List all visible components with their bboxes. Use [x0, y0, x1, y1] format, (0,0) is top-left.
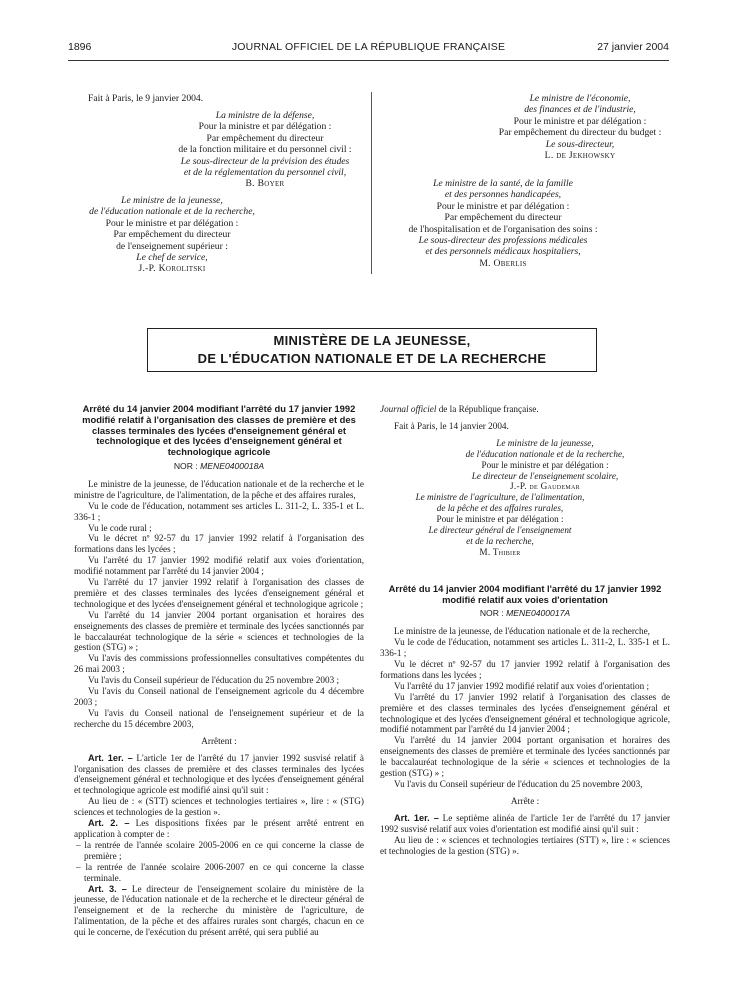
- signatory-name: J.-P. de Gaudemar: [510, 481, 580, 492]
- sig-line: de la fonction militaire et du personnel civil :: [178, 144, 352, 156]
- article-text: Le septième alinéa de l'article 1er de l'arrêté du 17 janvier 1992 susvisé relatif aux voies d'orientation est modifié ainsi qu'il suit :: [380, 812, 670, 834]
- paragraph: Vu l'arrêté du 14 janvier 2004 portant organisation et horaires des enseignements des classes de première et terminale des lycées sanctionnés par le baccalauréat technologique de la série « sciences et technologies de la gestion (STG) » ;: [74, 609, 364, 653]
- paragraph: Vu l'arrêté du 14 janvier 2004 portant organisation et horaires des enseignements des classes de première et terminale des lycées sanctionnés par le baccalauréat technologique de la série « sciences et technologies de la gestion (STG) » ;: [380, 735, 670, 779]
- sig-line: de l'enseignement supérieur :: [116, 240, 228, 252]
- sig-line: Le sous-directeur de la prévision des études: [180, 155, 350, 167]
- signatory-name: J.-P. Korolitski: [138, 263, 206, 275]
- sig-line: et de la recherche,: [466, 535, 534, 546]
- sig-line: Le chef de service,: [136, 252, 208, 264]
- sig-line: Le ministre de l'agriculture, de l'alimentation,: [415, 492, 585, 503]
- list-item: – la rentrée de l'année scolaire 2005-2006 en ce qui concerne la classe de première ;: [76, 839, 364, 861]
- sig-line: Pour le ministre et par délégation :: [481, 459, 609, 470]
- arrete: Arrête :: [510, 795, 540, 806]
- article-text: L'article 1er de l'arrêté du 17 janvier 1992 susvisé relatif à l'organisation des classes de première et des classes terminales des lycées d'enseignement général et technologique et des lycées d'enseignement général et technologique agricole est modifié ainsi qu'il suit :: [74, 752, 365, 796]
- paragraph: Vu l'arrêté du 17 janvier 1992 modifié relatif aux voies d'orientation ;: [394, 680, 650, 691]
- sig-line: Le sous-directeur des professions médicales: [418, 235, 588, 247]
- sig-line: Le ministre de la jeunesse,: [121, 195, 223, 206]
- signature-defense: [150, 110, 380, 190]
- sig-line: Pour le ministre et par délégation :: [513, 115, 647, 127]
- nor-code: MENE0400018A: [200, 460, 265, 471]
- nor-label: NOR :: [173, 460, 198, 471]
- nor-code: MENE0400017A: [506, 608, 571, 619]
- article-text: Le directeur de l'enseignement scolaire du ministère de la jeunesse, de l'éducation nationale et de la recherche et le directeur général de l'enseignement et de la recherche du ministère de l'agriculture, de l'alimentation, de la pêche et des affaires rurales sont chargés, chacun en ce qui le concerne, de l'exécution du présent arrêté, qui sera publié au: [74, 883, 365, 938]
- paragraph: Vu l'arrêté du 17 janvier 1992 relatif à l'organisation des classes de première et des classes terminales des lycées d'enseignement général et technologique et des lycées d'enseignement général et technologique agricole, modifié notamment par l'arrêté du 14 janvier 2004 ;: [380, 691, 670, 735]
- arrete-2-title: Arrêté du 14 janvier 2004 modifiant l'arrêté du 17 janvier 1992 modifié relatif aux voies d'orientation: [388, 582, 662, 605]
- sig-line: Le ministre de la santé, de la famille: [433, 178, 573, 189]
- ministry-heading: [147, 328, 597, 372]
- sig-line: Par empêchement du directeur: [444, 212, 562, 224]
- paragraph: Vu l'arrêté du 17 janvier 1992 modifié relatif aux voies d'orientation, modifié notamment par l'arrêté du 14 janvier 2004 ;: [74, 555, 364, 577]
- article-label: Art. 1er. –: [88, 752, 133, 763]
- article-2: [74, 818, 364, 840]
- paragraph: Vu l'avis du Conseil national de l'enseignement supérieur et de la recherche du 15 décembre 2003,: [74, 707, 364, 729]
- signatory-name: L. de Jekhowsky: [544, 150, 616, 162]
- right-column: [380, 404, 670, 856]
- sig-line: Par empêchement du directeur: [206, 132, 324, 144]
- arrete-2-nor: [380, 608, 670, 619]
- sig-line: Par empêchement du directeur du budget :: [498, 127, 662, 139]
- article-label: Art. 2. –: [88, 818, 130, 829]
- article-label: Art. 3. –: [88, 883, 127, 894]
- paragraph: Vu l'avis du Conseil supérieur de l'éducation du 25 novembre 2003 ;: [88, 675, 340, 686]
- fait-a-paris-1: Fait à Paris, le 9 janvier 2004.: [88, 93, 204, 104]
- signature-jeunesse: [62, 195, 282, 275]
- sig-line: des finances et de l'industrie,: [524, 104, 636, 116]
- sig-line: Pour le ministre et par délégation :: [105, 217, 239, 229]
- journal-title: JOURNAL OFFICIEL DE LA RÉPUBLIQUE FRANÇAISE: [231, 41, 506, 53]
- article-1: [74, 753, 364, 797]
- sig-line: Le ministre de l'économie,: [529, 93, 631, 104]
- page-number: 1896: [68, 41, 92, 53]
- sig-line: et des personnels médicaux hospitaliers,: [425, 246, 581, 258]
- signature-economie: [460, 93, 700, 161]
- issue-date: 27 janvier 2004: [597, 41, 669, 53]
- article-3-end: de la République française.: [438, 404, 539, 414]
- paragraph: Vu le code de l'éducation, notamment ses articles L. 311-2, L. 335-1 et L. 336-1 ;: [74, 500, 364, 522]
- signatory-name: M. Thibier: [479, 546, 521, 557]
- paragraph: Vu l'avis du Conseil supérieur de l'éducation du 25 novembre 2003,: [394, 778, 643, 789]
- sig-line: Le directeur général de l'enseignement: [428, 525, 572, 536]
- fait-a-paris-2: Fait à Paris, le 14 janvier 2004.: [394, 420, 509, 431]
- paragraph: Le ministre de la jeunesse, de l'éducation nationale et de la recherche,: [394, 626, 650, 637]
- article-text: Les dispositions fixées par le présent arrêté entrent en application à compter de :: [74, 818, 365, 839]
- article-1-sub: Au lieu de : « sciences et technologies tertiaires (STT) », lire : « sciences et technologies de la gestion (STG) ».: [380, 834, 670, 856]
- journal-officiel: Journal officiel: [380, 404, 437, 414]
- sig-line: Pour la ministre et par délégation :: [198, 121, 332, 133]
- arrete-1-title: Arrêté du 14 janvier 2004 modifiant l'arrêté du 17 janvier 1992 modifié relatif à l'organisation des classes de première et des classes terminales des lycées d'enseignement général et technologique et des lycées d'enseignement général et technologique agricole: [82, 403, 356, 458]
- sig-line: de l'éducation nationale et de la recherche,: [465, 448, 625, 459]
- ministry-line-1: MINISTÈRE DE LA JEUNESSE,: [273, 333, 471, 348]
- sig-line: Le sous-directeur,: [545, 138, 615, 150]
- header-rule: [68, 60, 669, 61]
- sig-line: de l'hospitalisation et de l'organisation des soins :: [408, 223, 598, 235]
- signatory-name: B. Boyer: [245, 178, 285, 190]
- arrete-1-nor: [74, 461, 364, 472]
- left-column: [74, 404, 364, 938]
- list-item: – la rentrée de l'année scolaire 2006-2007 en ce qui concerne la classe terminale.: [76, 861, 364, 883]
- nor-label: NOR :: [479, 608, 504, 619]
- paragraph: Vu le décret nº 92-57 du 17 janvier 1992 relatif à l'organisation des formations dans les lycées ;: [74, 533, 364, 555]
- sig-line: Par empêchement du directeur: [113, 229, 231, 241]
- sig-line: Le directeur de l'enseignement scolaire,: [471, 470, 619, 481]
- paragraph: Vu l'avis du Conseil national de l'enseignement agricole du 4 décembre 2003 ;: [74, 686, 364, 708]
- sig-line: Pour le ministre et par délégation :: [436, 514, 564, 525]
- article-3-continued: [380, 404, 670, 415]
- paragraph: Vu l'avis des commissions professionnelles consultatives compétentes du 26 mai 2003 ;: [74, 653, 364, 675]
- paragraph: Le ministre de la jeunesse, de l'éducation nationale et de la recherche et le ministre de l'agriculture, de l'alimentation, de la pêche et des affaires rurales,: [74, 478, 364, 500]
- signature-thibier: [380, 492, 670, 557]
- article-1: [380, 813, 670, 835]
- sig-line: de l'éducation nationale et de la recherche,: [89, 206, 255, 218]
- sig-line: et des personnes handicapées,: [444, 189, 562, 201]
- paragraph: Vu le décret nº 92-57 du 17 janvier 1992 relatif à l'organisation des formations dans les lycées ;: [380, 659, 670, 680]
- paragraph: Vu l'arrêté du 17 janvier 1992 relatif à l'organisation des classes de première et des classes terminales des lycées d'enseignement général et technologique et des lycées d'enseignement général et technologique agricole ;: [74, 577, 364, 609]
- article-label: Art. 1er. –: [394, 812, 439, 823]
- sig-line: et de la réglementation du personnel civil,: [183, 167, 347, 179]
- paragraph: Vu le code de l'éducation, notamment ses articles L. 311-2, L. 335-1 et L. 336-1 ;: [380, 637, 670, 659]
- paragraph: Vu le code rural ;: [88, 522, 152, 533]
- ministry-line-2: DE L'ÉDUCATION NATIONALE ET DE LA RECHERCHE: [197, 351, 547, 366]
- sig-line: Pour le ministre et par délégation :: [436, 200, 570, 212]
- column-divider: [371, 92, 372, 274]
- article-1-sub: Au lieu de : « (STT) sciences et technologies tertiaires », lire : « (STG) sciences et technologies de la gestion ».: [74, 796, 364, 818]
- sig-line: de la pêche et des affaires rurales,: [436, 503, 564, 514]
- arretent: Arrêtent :: [201, 735, 237, 746]
- sig-line: Le ministre de la jeunesse,: [496, 437, 594, 448]
- page-header: [68, 42, 669, 58]
- signature-sante: [378, 178, 628, 269]
- article-3: [74, 884, 364, 939]
- signature-gaudemar: [380, 438, 670, 493]
- signatory-name: M. Oberlis: [479, 257, 527, 269]
- sig-line: La ministre de la défense,: [215, 110, 315, 121]
